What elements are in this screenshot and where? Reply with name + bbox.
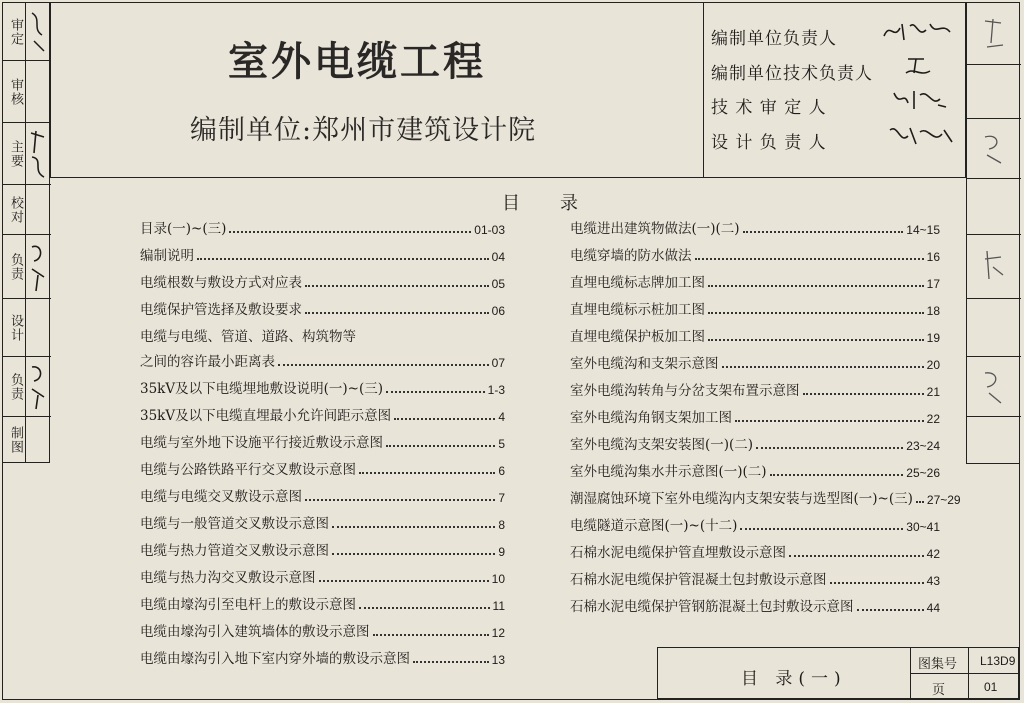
- approval-label: 负责: [8, 372, 23, 401]
- signature: [28, 239, 48, 295]
- toc-entry: 35kV及以下电缆埋地敷设说明(一)~(三) 1-3: [140, 381, 505, 397]
- page-number: 01: [984, 680, 998, 694]
- toc-entry: 电缆与电缆、管道、道路、构筑物等: [140, 329, 356, 345]
- toc-entry: 电缆穿墙的防水做法 16: [570, 248, 940, 264]
- approval-label: 设计: [8, 313, 23, 342]
- approval-label: 制图: [8, 426, 23, 454]
- toc-entry: 电缆与一般管道交叉敷设示意图 8: [140, 516, 505, 532]
- toc-entry: 电缆保护管选择及敷设要求 06: [140, 302, 505, 318]
- signature: [880, 18, 965, 44]
- responsible-role: 编制单位负责人: [711, 29, 837, 49]
- signature: [28, 7, 48, 57]
- toc-entry: 电缆与室外地下设施平行接近敷设示意图 5: [140, 435, 505, 451]
- toc-entry: 室外电缆沟和支架示意图 20: [570, 356, 940, 372]
- page-label: 页: [932, 683, 946, 698]
- approval-label: 审定: [8, 17, 23, 46]
- responsible-role: 编制单位技术负责人: [711, 64, 873, 84]
- toc-entry: 目录(一)~(三) 01-03: [140, 221, 505, 237]
- organization-label: 编制单位:: [190, 115, 313, 146]
- atlas-number-label: 图集号: [918, 657, 958, 672]
- toc-entry: 电缆与热力管道交叉敷设示意图 9: [140, 543, 505, 559]
- approval-label: 主要: [8, 139, 23, 168]
- toc-entry: 电缆由壕沟引入建筑墙体的敷设示意图 12: [140, 624, 505, 640]
- approval-cell: [3, 123, 51, 185]
- approval-cell: [3, 299, 51, 357]
- toc-entry: 35kV及以下电缆直埋最小允许间距示意图 4: [140, 408, 505, 424]
- toc-entry: 直埋电缆标示桩加工图 18: [570, 302, 940, 318]
- header-divider: [703, 2, 704, 178]
- approval-cell: [3, 235, 51, 299]
- toc-entry: 电缆进出建筑物做法(一)(二) 14~15: [570, 221, 940, 237]
- toc-entry: 潮湿腐蚀环境下室外电缆沟内支架安装与选型图(一)~(三) 27~29: [570, 491, 961, 507]
- toc-heading: 目录: [502, 193, 618, 214]
- sheet-title: 目 录(一): [741, 669, 847, 689]
- toc-entry: 室外电缆沟转角与分岔支架布置示意图 21: [570, 383, 940, 399]
- toc-entry: 石棉水泥电缆保护管钢筋混凝土包封敷设示意图 44: [570, 599, 940, 615]
- signature: [880, 87, 965, 113]
- responsible-role: 设 计 负 责 人: [711, 133, 827, 153]
- header-bottom-rule: [50, 177, 966, 178]
- approval-label: 审核: [8, 77, 23, 106]
- approval-label: 负责: [8, 252, 23, 281]
- signature: [880, 53, 965, 79]
- toc-entry: 电缆根数与敷设方式对应表 05: [140, 275, 505, 291]
- toc-entry: 电缆与热力沟交叉敷设示意图 10: [140, 570, 505, 586]
- approval-strip: [2, 2, 50, 463]
- toc-entry: 电缆隧道示意图(一)~(十二) 30~41: [570, 518, 940, 534]
- approval-cell: [3, 185, 51, 235]
- approval-cell: [3, 3, 51, 61]
- organization-name: 郑州市建筑设计院: [312, 115, 537, 146]
- toc-entry: 编制说明 04: [140, 248, 505, 264]
- toc-entry: 直埋电缆标志牌加工图 17: [570, 275, 940, 291]
- signature: [880, 122, 965, 148]
- approval-cell: [3, 357, 51, 417]
- drawing-set-title: 室外电缆工程: [228, 39, 486, 85]
- toc-entry: 室外电缆沟集水井示意图(一)(二) 25~26: [570, 464, 940, 480]
- organization-line: [190, 108, 536, 147]
- adjacent-sheet-strip: [966, 2, 1020, 464]
- toc-entry: 室外电缆沟角钢支架加工图 22: [570, 410, 940, 426]
- toc-entry: 电缆与公路铁路平行交叉敷设示意图 6: [140, 462, 505, 478]
- approval-cell: [3, 61, 51, 123]
- toc-entry: 石棉水泥电缆保护管直埋敷设示意图 42: [570, 545, 940, 561]
- responsible-role: 技 术 审 定 人: [711, 98, 827, 118]
- atlas-number: L13D9: [980, 654, 1016, 668]
- signature: [28, 127, 48, 181]
- toc-entry: 石棉水泥电缆保护管混凝土包封敷设示意图 43: [570, 572, 940, 588]
- toc-entry: 电缆与电缆交叉敷设示意图 7: [140, 489, 505, 505]
- approval-cell: [3, 417, 51, 463]
- toc-entry: 电缆由壕沟引至电杆上的敷设示意图 11: [140, 597, 505, 613]
- signature: [28, 361, 48, 413]
- toc-entry: 室外电缆沟支架安装图(一)(二) 23~24: [570, 437, 940, 453]
- toc-entry: 之间的容许最小距离表 07: [140, 354, 505, 370]
- approval-label: 校对: [8, 195, 23, 224]
- toc-entry: 直埋电缆保护板加工图 19: [570, 329, 940, 345]
- toc-entry: 电缆由壕沟引入地下室内穿外墙的敷设示意图 13: [140, 651, 505, 667]
